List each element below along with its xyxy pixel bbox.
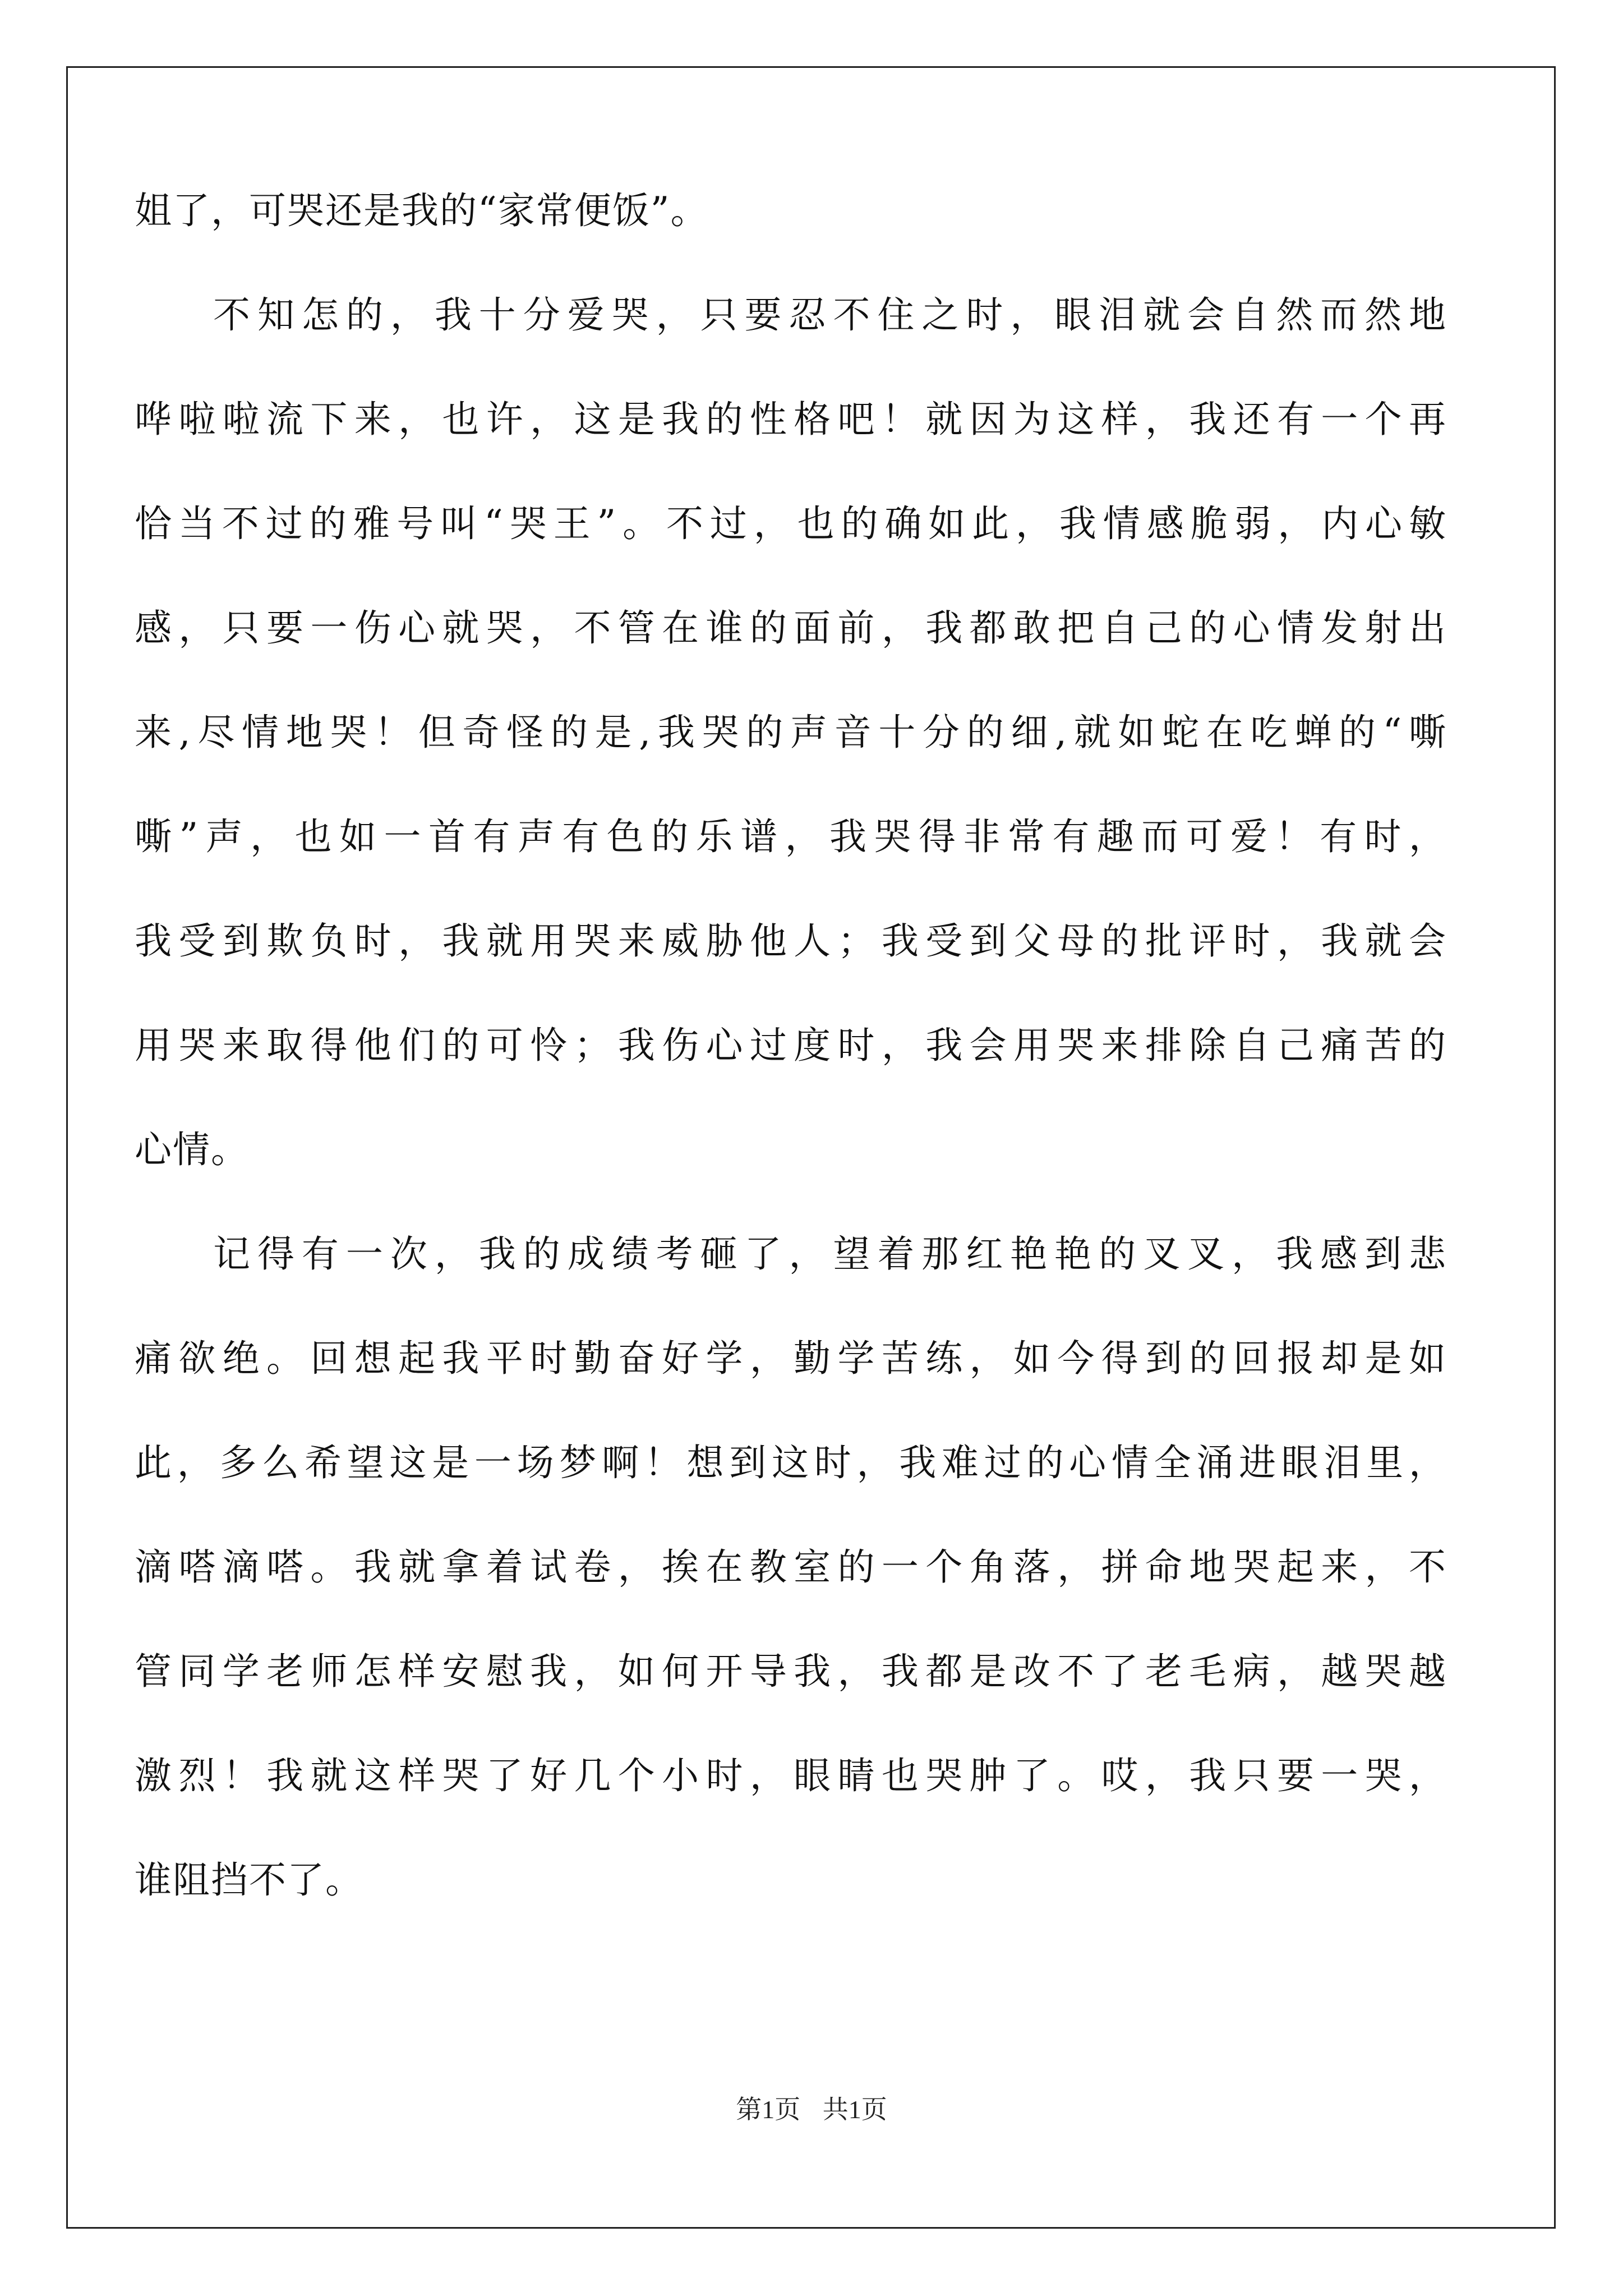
text-line: 激烈！我就这样哭了好几个小时，眼睛也哭肿了。哎，我只要一哭，: [135, 1754, 1447, 1797]
text-line: 不知怎的，我十分爱哭，只要忍不住之时，眼泪就会自然而然地: [213, 293, 1447, 337]
page-footer: [0, 2089, 1623, 2126]
text-line: 姐了，可哭还是我的“家常便饭”。: [135, 189, 709, 232]
text-line: 此，多么希望这是一场梦啊！想到这时，我难过的心情全涌进眼泪里，: [135, 1441, 1447, 1484]
text-line: 用哭来取得他们的可怜；我伤心过度时，我会用哭来排除自己痛苦的: [135, 1024, 1447, 1067]
text-line: 恰当不过的雅号叫“哭王”。不过，也的确如此，我情感脆弱，内心敏: [135, 502, 1447, 545]
text-line: 感，只要一伤心就哭，不管在谁的面前，我都敢把自己的心情发射出: [135, 606, 1447, 650]
text-line: 管同学老师怎样安慰我，如何开导我，我都是改不了老毛病，越哭越: [135, 1650, 1447, 1693]
text-line: 滴嗒滴嗒。我就拿着试卷，挨在教室的一个角落，拼命地哭起来，不: [135, 1545, 1447, 1589]
page-number: 第1页: [736, 2095, 801, 2124]
text-line: 记得有一次，我的成绩考砸了，望着那红艳艳的叉叉，我感到悲: [213, 1232, 1447, 1276]
text-line: 心情。: [135, 1128, 249, 1171]
text-line: 嘶”声，也如一首有声有色的乐谱，我哭得非常有趣而可爱！有时，: [135, 815, 1447, 858]
text-line: 痛欲绝。回想起我平时勤奋好学，勤学苦练，如今得到的回报却是如: [135, 1337, 1447, 1380]
document-body: [135, 185, 1447, 1959]
text-line: 哗啦啦流下来，也许，这是我的性格吧！就因为这样，我还有一个再: [135, 398, 1447, 441]
text-line: 来,尽情地哭！但奇怪的是,我哭的声音十分的细,就如蛇在吃蝉的“嘶: [135, 711, 1447, 754]
text-line: 我受到欺负时，我就用哭来威胁他人；我受到父母的批评时，我就会: [135, 919, 1447, 963]
text-line: 谁阻挡不了。: [135, 1858, 363, 1902]
page-total: 共1页: [822, 2095, 887, 2124]
